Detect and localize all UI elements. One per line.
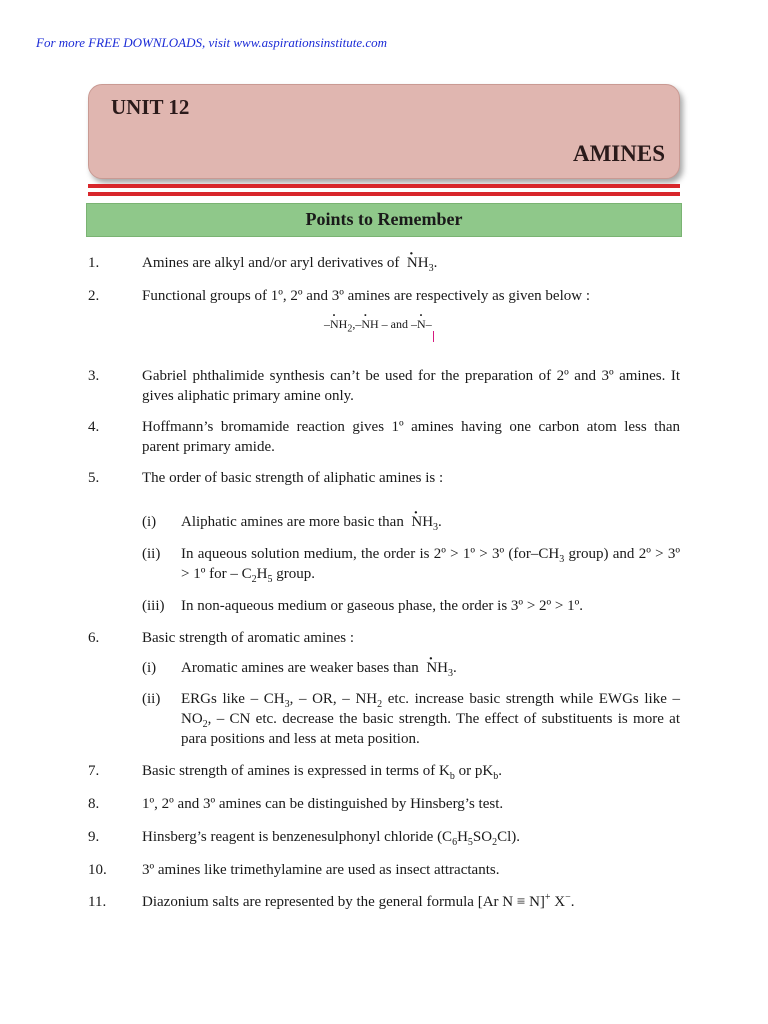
item-number: 10.: [88, 862, 107, 878]
item-text: Hoffmann’s bromamide reaction gives 1º amines having one carbon atom less than parent primary amide.: [142, 419, 680, 455]
sub-item-number: (iii): [142, 598, 165, 614]
section-title: Points to Remember: [86, 203, 682, 237]
item-number: 1.: [88, 255, 100, 271]
item-number: 8.: [88, 796, 100, 812]
sub-item-text: In non-aqueous medium or gaseous phase, the order is 3º > 2º > 1º.: [181, 598, 584, 614]
item-number: 3.: [88, 368, 100, 384]
unit-header-box: [88, 84, 680, 179]
sub-item-text: In aqueous solution medium, the order is 2º > 1º > 3º ($for-CH_3$ group) and 2º > 3º > 1º for – $C_2H_5$ group.: [181, 546, 680, 585]
functional-groups-formula: –· $NH_2,-\cdot$ NH – and –· N–: [324, 317, 432, 332]
item-number: 5.: [88, 470, 100, 486]
divider-rule-bottom: [88, 192, 680, 196]
item-text: 1º, 2º and 3º amines can be distinguished by Hinsberg’s test.: [142, 796, 504, 812]
item-text: Diazonium salts are represented by the general formula [Ar N ≡ N]+ X−.: [142, 892, 575, 910]
item-text: 3º amines like trimethylamine are used as insect attractants.: [142, 862, 500, 878]
sub-item-number: (ii): [142, 691, 161, 707]
promo-link[interactable]: For more FREE DOWNLOADS, visit www.aspirationsinstitute.com: [36, 35, 387, 50]
sub-item-text: Aromatic amines are weaker bases than · $NH_3$.: [181, 658, 680, 678]
item-number: 4.: [88, 419, 100, 435]
item-text: Hinsberg’s reagent is benzenesulphonyl chloride $(C_6H_5SO_2Cl)$.: [142, 829, 521, 848]
chapter-title: AMINES: [572, 141, 665, 166]
item-text: Functional groups of 1º, 2º and 3º amines are respectively as given below :: [142, 288, 591, 304]
item-text: Basic strength of amines is expressed in terms of $K_b$ or $pK_b$.: [142, 763, 502, 782]
item-text: Gabriel phthalimide synthesis can’t be used for the preparation of 2º and 3º amines. It gives aliphatic primary amine only.: [142, 368, 680, 404]
item-number: 6.: [88, 630, 100, 646]
sub-item-number: (i): [142, 660, 157, 676]
unit-label: UNIT 12: [111, 95, 190, 119]
divider-rule-top: [88, 184, 680, 188]
item-number: 7.: [88, 763, 100, 779]
sub-item-number: (ii): [142, 546, 161, 562]
item-number: 2.: [88, 288, 100, 304]
formula-bond-line: [433, 331, 434, 342]
item-text: Amines are alkyl and/or aryl derivatives of · $NH_3$.: [142, 253, 680, 273]
item-number: 9.: [88, 829, 100, 845]
item-number: 11.: [88, 894, 107, 910]
item-text: The order of basic strength of aliphatic amines is :: [142, 470, 444, 486]
sub-item-number: (i): [142, 514, 157, 530]
sub-item-text: ERGs like – $CH_3$, – OR, – $NH_2$ etc. increase basic strength while EWGs like – $NO_2$, – CN etc. decrease the basic strength. The effect of substituents is more at para positions and less at meta position.: [181, 691, 681, 747]
sub-item-text: Aliphatic amines are more basic than · $NH_3$.: [181, 512, 680, 532]
item-text: Basic strength of aromatic amines :: [142, 630, 355, 646]
